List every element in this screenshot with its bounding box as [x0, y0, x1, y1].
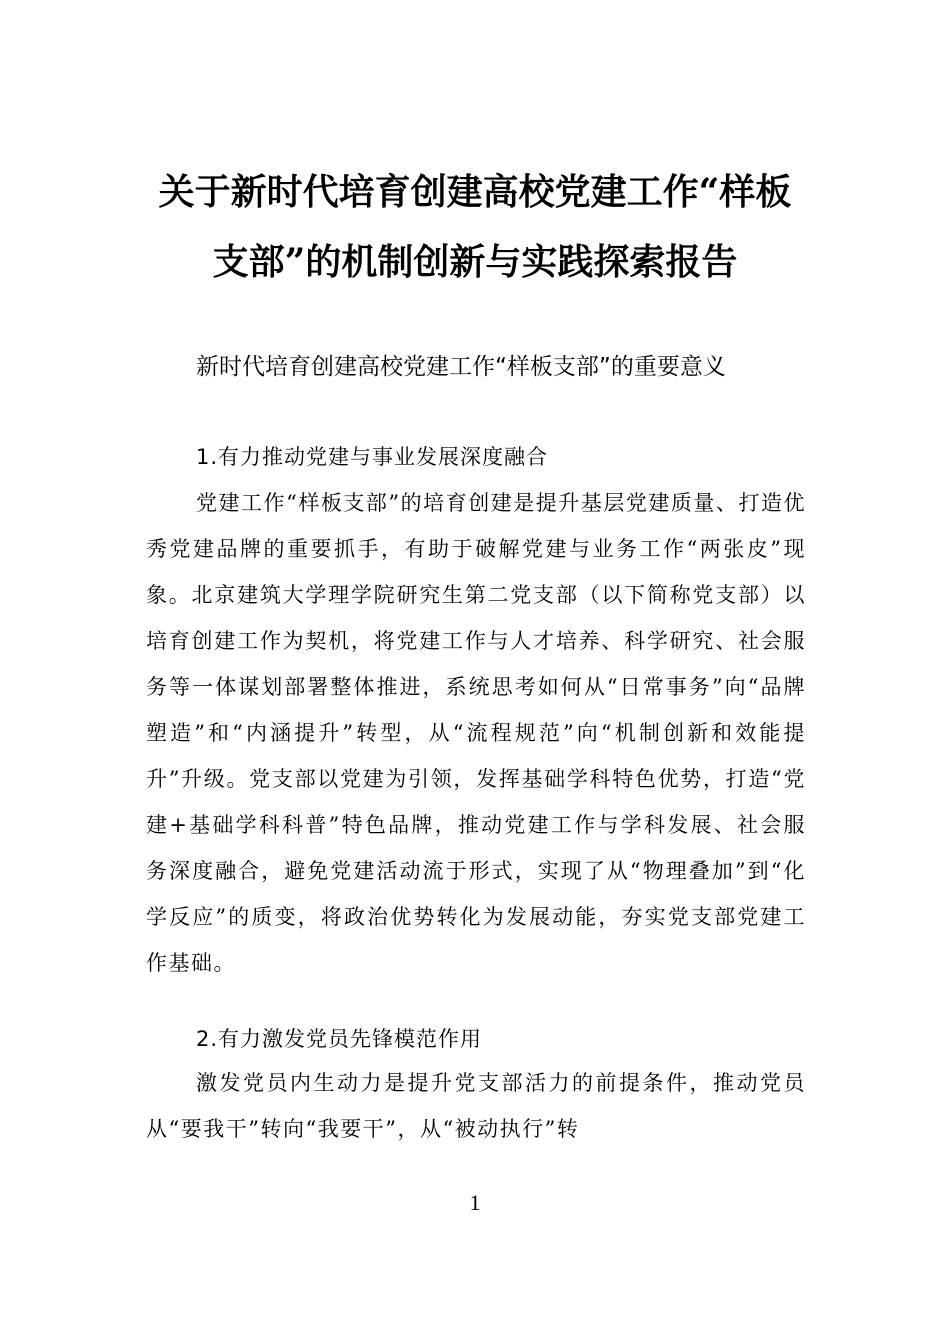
- paragraph-2: 激发党员内生动力是提升党支部活力的前提条件，推动党员从“要我干”转向“我要干”，从“被动执行”转: [146, 1071, 806, 1141]
- subheading-2: 2.有力激发党员先锋模范作用: [196, 1027, 483, 1051]
- section-heading: 新时代培育创建高校党建工作“样板支部”的重要意义: [196, 354, 726, 380]
- document-title-line-2: 支部”的机制创新与实践探索报告: [212, 241, 738, 283]
- page-number: 1: [469, 1190, 481, 1215]
- paragraph-1: 党建工作“样板支部”的培育创建是提升基层党建质量、打造优秀党建品牌的重要抓手，有助于破解党建与业务工作“两张皮”现象。北京建筑大学理学院研究生第二党支部（以下简称党支部）以培育创建工作为契机，将党建工作与人才培养、科学研究、社会服务等一体谋划部署整体推进，系统思考如何从“日常事务”向“品牌塑造”和“内涵提升”转型，从“流程规范”向“机制创新和效能提升”升级。党支部以党建为引领，发挥基础学科特色优势，打造“党建+基础学科科普”特色品牌，推动党建工作与学科发展、社会服务深度融合，避免党建活动流于形式，实现了从“物理叠加”到“化学反应”的质变，将政治优势转化为发展动能，夯实党支部党建工作基础。: [146, 491, 806, 975]
- subheading-1: 1.有力推动党建与事业发展深度融合: [196, 445, 549, 469]
- document-title-line-1: 关于新时代培育创建高校党建工作“样板: [158, 171, 792, 213]
